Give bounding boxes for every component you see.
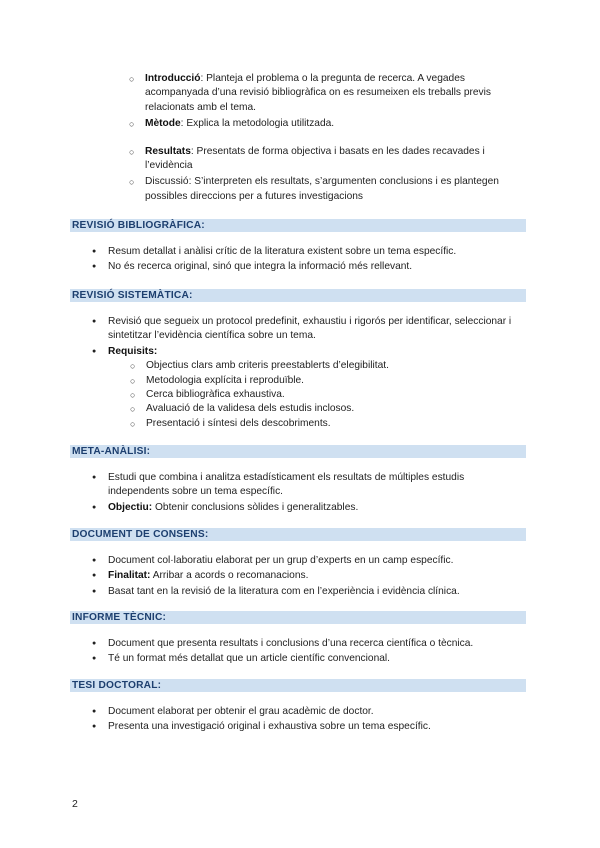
list-item: ○ Introducció: Planteja el problema o la pregunta de recerca. A vegades acompanyada d’una revisió bibliogràfica on es resumeixen els treballs previs relacionats amb el tema. <box>145 72 530 115</box>
list-item: ● No és recerca original, sinó que integra la informació més rellevant. <box>108 260 528 274</box>
requisits-list <box>146 359 526 431</box>
document-consens-list <box>108 554 528 599</box>
list-item: ○ Resultats: Presentats de forma objectiva i basats en les dades recavades i l’evidència <box>145 145 530 174</box>
section-heading-tesi-doctoral: TESI DOCTORAL: <box>70 679 526 692</box>
list-item: ○ Discussió: S’interpreten els resultats, s’argumenten conclusions i es plantegen possibles direccions per a futures investigacions <box>145 175 530 204</box>
section-heading-informe-tecnic: INFORME TÈCNIC: <box>70 611 526 624</box>
revisio-bibliografica-list <box>108 245 528 275</box>
list-item: ● Finalitat: Arribar a acords o recomanacions. <box>108 569 528 583</box>
list-item: ● Document elaborat per obtenir el grau acadèmic de doctor. <box>108 705 528 719</box>
list-item: ● Resum detallat i anàlisi crític de la literatura existent sobre un tema específic. <box>108 245 528 259</box>
list-item: ● Té un format més detallat que un article científic convencional. <box>108 652 528 666</box>
page-number: 2 <box>72 798 78 810</box>
section-heading-revisio-bibliografica: REVISIÓ BIBLIOGRÀFICA: <box>70 219 526 232</box>
list-item: ○ Objectius clars amb criteris preestablerts d’elegibilitat. <box>146 359 526 373</box>
list-item: ○ Cerca bibliogràfica exhaustiva. <box>146 388 526 402</box>
list-item: ● Document col·laboratiu elaborat per un grup d’experts en un camp específic. <box>108 554 528 568</box>
list-item: ● Objectiu: Obtenir conclusions sòlides i generalitzables. <box>108 501 528 515</box>
section-heading-document-consens: DOCUMENT DE CONSENS: <box>70 528 526 541</box>
meta-analisi-list <box>108 471 528 515</box>
list-item: ○ Presentació i síntesi dels descobriments. <box>146 417 526 431</box>
article-structure-list <box>145 72 530 204</box>
list-item: ● Requisits: <box>108 345 528 359</box>
list-item: ○ Mètode: Explica la metodologia utilitzada. <box>145 117 530 131</box>
tesi-doctoral-list <box>108 705 528 735</box>
list-item: ○ Avaluació de la validesa dels estudis inclosos. <box>146 402 526 416</box>
list-item: ● Estudi que combina i analitza estadísticament els resultats de múltiples estudis independents sobre un tema específic. <box>108 471 528 500</box>
list-item: ● Basat tant en la revisió de la literatura com en l’experiència i evidència clínica. <box>108 585 528 599</box>
informe-tecnic-list <box>108 637 528 667</box>
list-item: ● Presenta una investigació original i exhaustiva sobre un tema específic. <box>108 720 528 734</box>
section-heading-meta-analisi: META-ANÀLISI: <box>70 445 526 458</box>
section-heading-revisio-sistematica: REVISIÓ SISTEMÀTICA: <box>70 289 526 302</box>
list-item: ○ Metodologia explícita i reproduïble. <box>146 374 526 388</box>
list-item: ● Revisió que segueix un protocol predefinit, exhaustiu i rigorós per identificar, seleccionar i sintetitzar l’evidència científica sobre un tema. <box>108 315 528 344</box>
revisio-sistematica-list <box>108 315 528 359</box>
list-item: ● Document que presenta resultats i conclusions d’una recerca científica o tècnica. <box>108 637 528 651</box>
